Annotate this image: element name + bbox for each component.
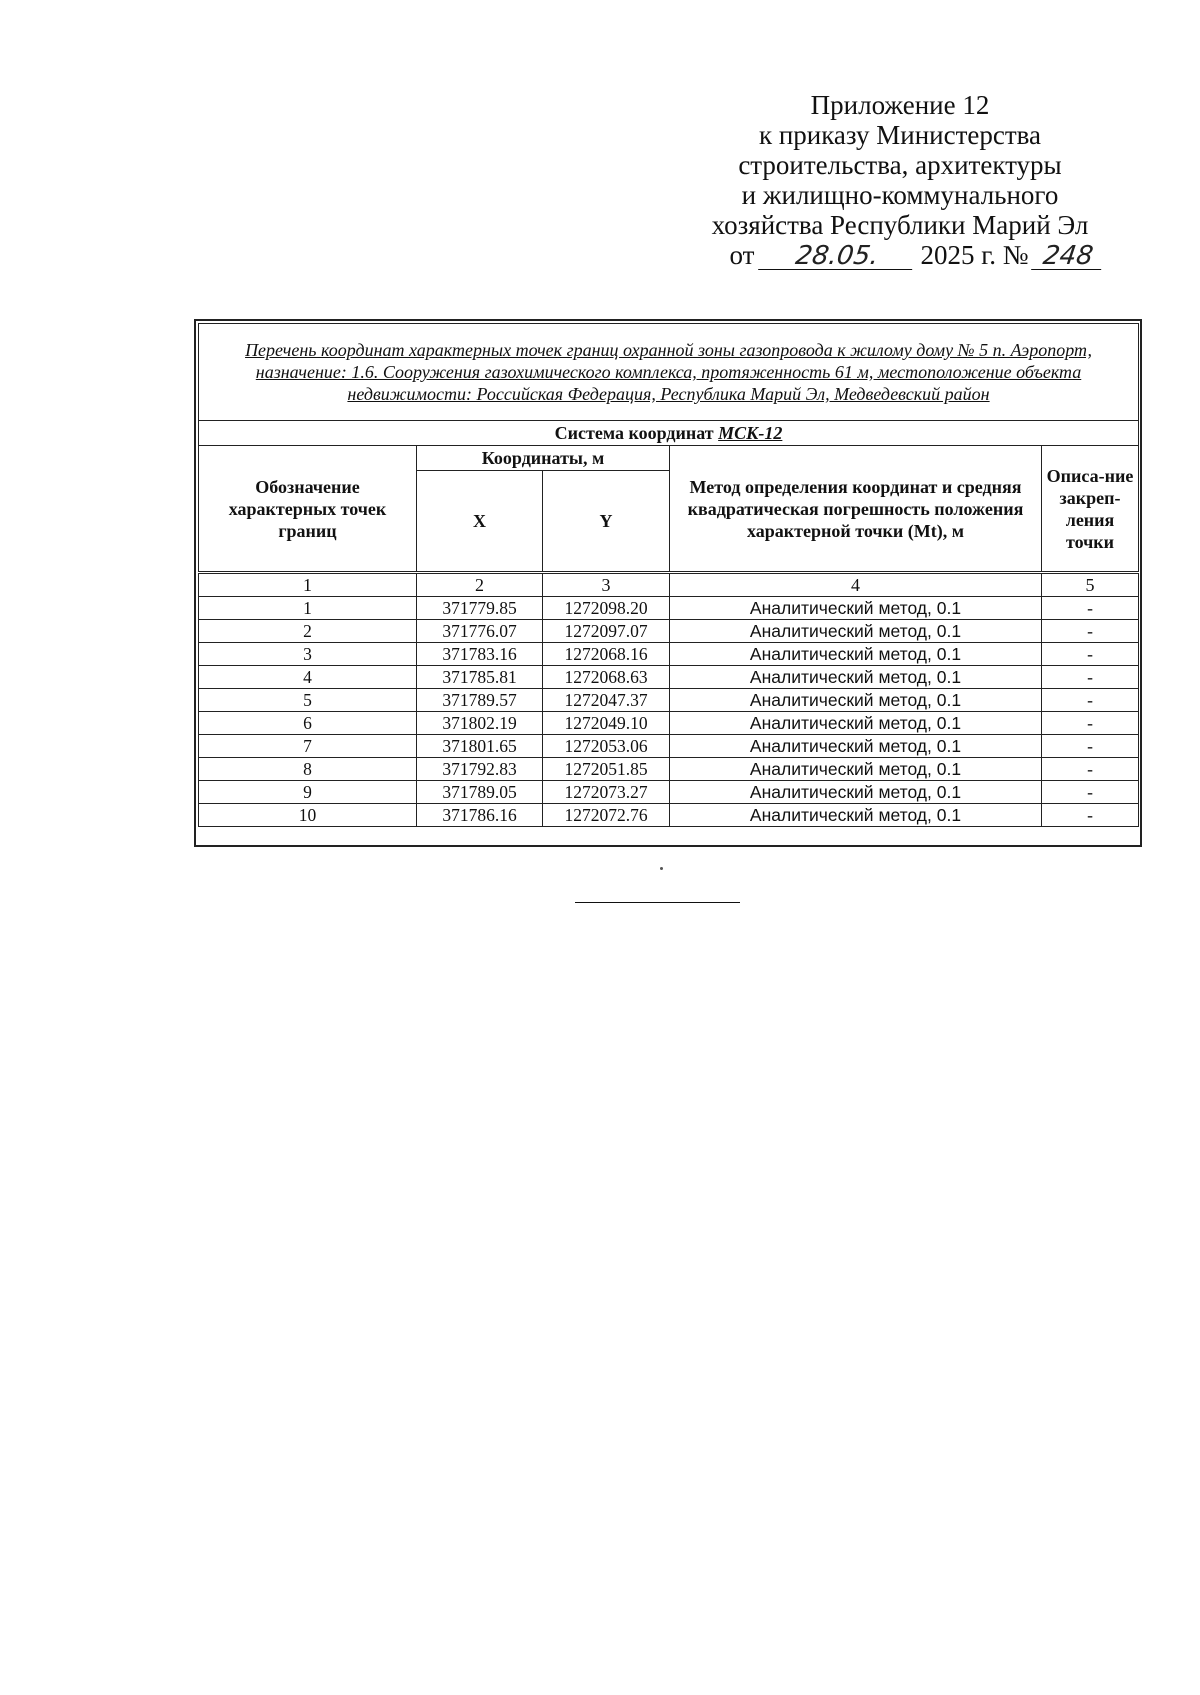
fixation-description: - bbox=[1042, 643, 1139, 666]
x-coordinate: 371783.16 bbox=[417, 643, 543, 666]
header-designation: Обозначение характерных точек границ bbox=[199, 446, 417, 573]
appendix-title: Приложение 12 bbox=[810, 90, 990, 120]
table-row bbox=[199, 804, 1139, 827]
header-description: Описа-ние закреп-ления точки bbox=[1042, 446, 1139, 573]
x-coordinate: 371802.19 bbox=[417, 712, 543, 735]
y-coordinate: 1272073.27 bbox=[543, 781, 670, 804]
year-number-label: 2025 г. № bbox=[920, 240, 1029, 270]
y-coordinate: 1272053.06 bbox=[543, 735, 670, 758]
x-coordinate: 371789.05 bbox=[417, 781, 543, 804]
x-coordinate: 371786.16 bbox=[417, 804, 543, 827]
table-row bbox=[199, 689, 1139, 712]
fixation-description: - bbox=[1042, 597, 1139, 620]
column-number: 2 bbox=[417, 573, 543, 597]
fixation-description: - bbox=[1042, 620, 1139, 643]
coordinate-system-name: МСК-12 bbox=[718, 423, 783, 443]
method: Аналитический метод, 0.1 bbox=[670, 620, 1042, 643]
fixation-description: - bbox=[1042, 758, 1139, 781]
column-number: 5 bbox=[1042, 573, 1139, 597]
scan-dot bbox=[660, 867, 663, 870]
method: Аналитический метод, 0.1 bbox=[670, 781, 1042, 804]
point-number: 2 bbox=[199, 620, 417, 643]
method: Аналитический метод, 0.1 bbox=[670, 597, 1042, 620]
x-coordinate: 371801.65 bbox=[417, 735, 543, 758]
x-coordinate: 371785.81 bbox=[417, 666, 543, 689]
y-coordinate: 1272072.76 bbox=[543, 804, 670, 827]
ministry-name-line-3: хозяйства Республики Марий Эл bbox=[711, 210, 1089, 240]
table-row bbox=[199, 758, 1139, 781]
fixation-description: - bbox=[1042, 712, 1139, 735]
point-number: 1 bbox=[199, 597, 417, 620]
point-number: 6 bbox=[199, 712, 417, 735]
method: Аналитический метод, 0.1 bbox=[670, 666, 1042, 689]
coordinate-system-label: Система координат bbox=[554, 423, 714, 443]
y-coordinate: 1272051.85 bbox=[543, 758, 670, 781]
header-coordinates: Координаты, м bbox=[417, 446, 670, 471]
table-row bbox=[199, 781, 1139, 804]
fixation-description: - bbox=[1042, 735, 1139, 758]
table-row bbox=[199, 735, 1139, 758]
x-coordinate: 371776.07 bbox=[417, 620, 543, 643]
y-coordinate: 1272097.07 bbox=[543, 620, 670, 643]
table-row bbox=[199, 712, 1139, 735]
x-coordinate: 371779.85 bbox=[417, 597, 543, 620]
coordinates-table bbox=[198, 323, 1139, 827]
column-number: 1 bbox=[199, 573, 417, 597]
point-number: 10 bbox=[199, 804, 417, 827]
method: Аналитический метод, 0.1 bbox=[670, 712, 1042, 735]
ministry-name-line-2: и жилищно-коммунального bbox=[741, 180, 1059, 210]
column-number: 4 bbox=[670, 573, 1042, 597]
fixation-description: - bbox=[1042, 804, 1139, 827]
table-row bbox=[199, 597, 1139, 620]
handwritten-order-number: 248 bbox=[1031, 243, 1105, 270]
header-x: X bbox=[417, 471, 543, 573]
point-number: 3 bbox=[199, 643, 417, 666]
order-reference: к приказу Министерства bbox=[758, 120, 1042, 150]
y-coordinate: 1272047.37 bbox=[543, 689, 670, 712]
method: Аналитический метод, 0.1 bbox=[670, 804, 1042, 827]
method: Аналитический метод, 0.1 bbox=[670, 735, 1042, 758]
method: Аналитический метод, 0.1 bbox=[670, 689, 1042, 712]
y-coordinate: 1272049.10 bbox=[543, 712, 670, 735]
fixation-description: - bbox=[1042, 689, 1139, 712]
point-number: 8 bbox=[199, 758, 417, 781]
y-coordinate: 1272098.20 bbox=[543, 597, 670, 620]
table-caption: Перечень координат характерных точек границ охранной зоны газопровода к жилому дому № 5 п. Аэропорт, назначение: 1.6. Сооружения газохимического комплекса, протяженность 61 м, местоположение объекта недвижимости: Российская Федерация, Республика Марий Эл, Медведевский район bbox=[199, 324, 1139, 421]
point-number: 7 bbox=[199, 735, 417, 758]
point-number: 5 bbox=[199, 689, 417, 712]
y-coordinate: 1272068.16 bbox=[543, 643, 670, 666]
x-coordinate: 371789.57 bbox=[417, 689, 543, 712]
document-end-rule bbox=[575, 902, 740, 903]
fixation-description: - bbox=[1042, 781, 1139, 804]
table-row bbox=[199, 666, 1139, 689]
point-number: 4 bbox=[199, 666, 417, 689]
coordinate-system-row bbox=[199, 421, 1139, 446]
x-coordinate: 371792.83 bbox=[417, 758, 543, 781]
header-method: Метод определения координат и средняя квадратическая погрешность положения характерной точки (Mt), м bbox=[670, 446, 1042, 573]
fixation-description: - bbox=[1042, 666, 1139, 689]
handwritten-date: 28.05. bbox=[759, 243, 917, 270]
appendix-header bbox=[680, 90, 1120, 270]
table-row bbox=[199, 643, 1139, 666]
method: Аналитический метод, 0.1 bbox=[670, 758, 1042, 781]
y-coordinate: 1272068.63 bbox=[543, 666, 670, 689]
ministry-name-line-1: строительства, архитектуры bbox=[738, 150, 1062, 180]
from-label: от bbox=[729, 240, 755, 270]
table-row bbox=[199, 620, 1139, 643]
column-number: 3 bbox=[543, 573, 670, 597]
header-y: Y bbox=[543, 471, 670, 573]
point-number: 9 bbox=[199, 781, 417, 804]
order-date-line bbox=[696, 240, 1136, 270]
method: Аналитический метод, 0.1 bbox=[670, 643, 1042, 666]
column-number-row bbox=[199, 573, 1139, 597]
